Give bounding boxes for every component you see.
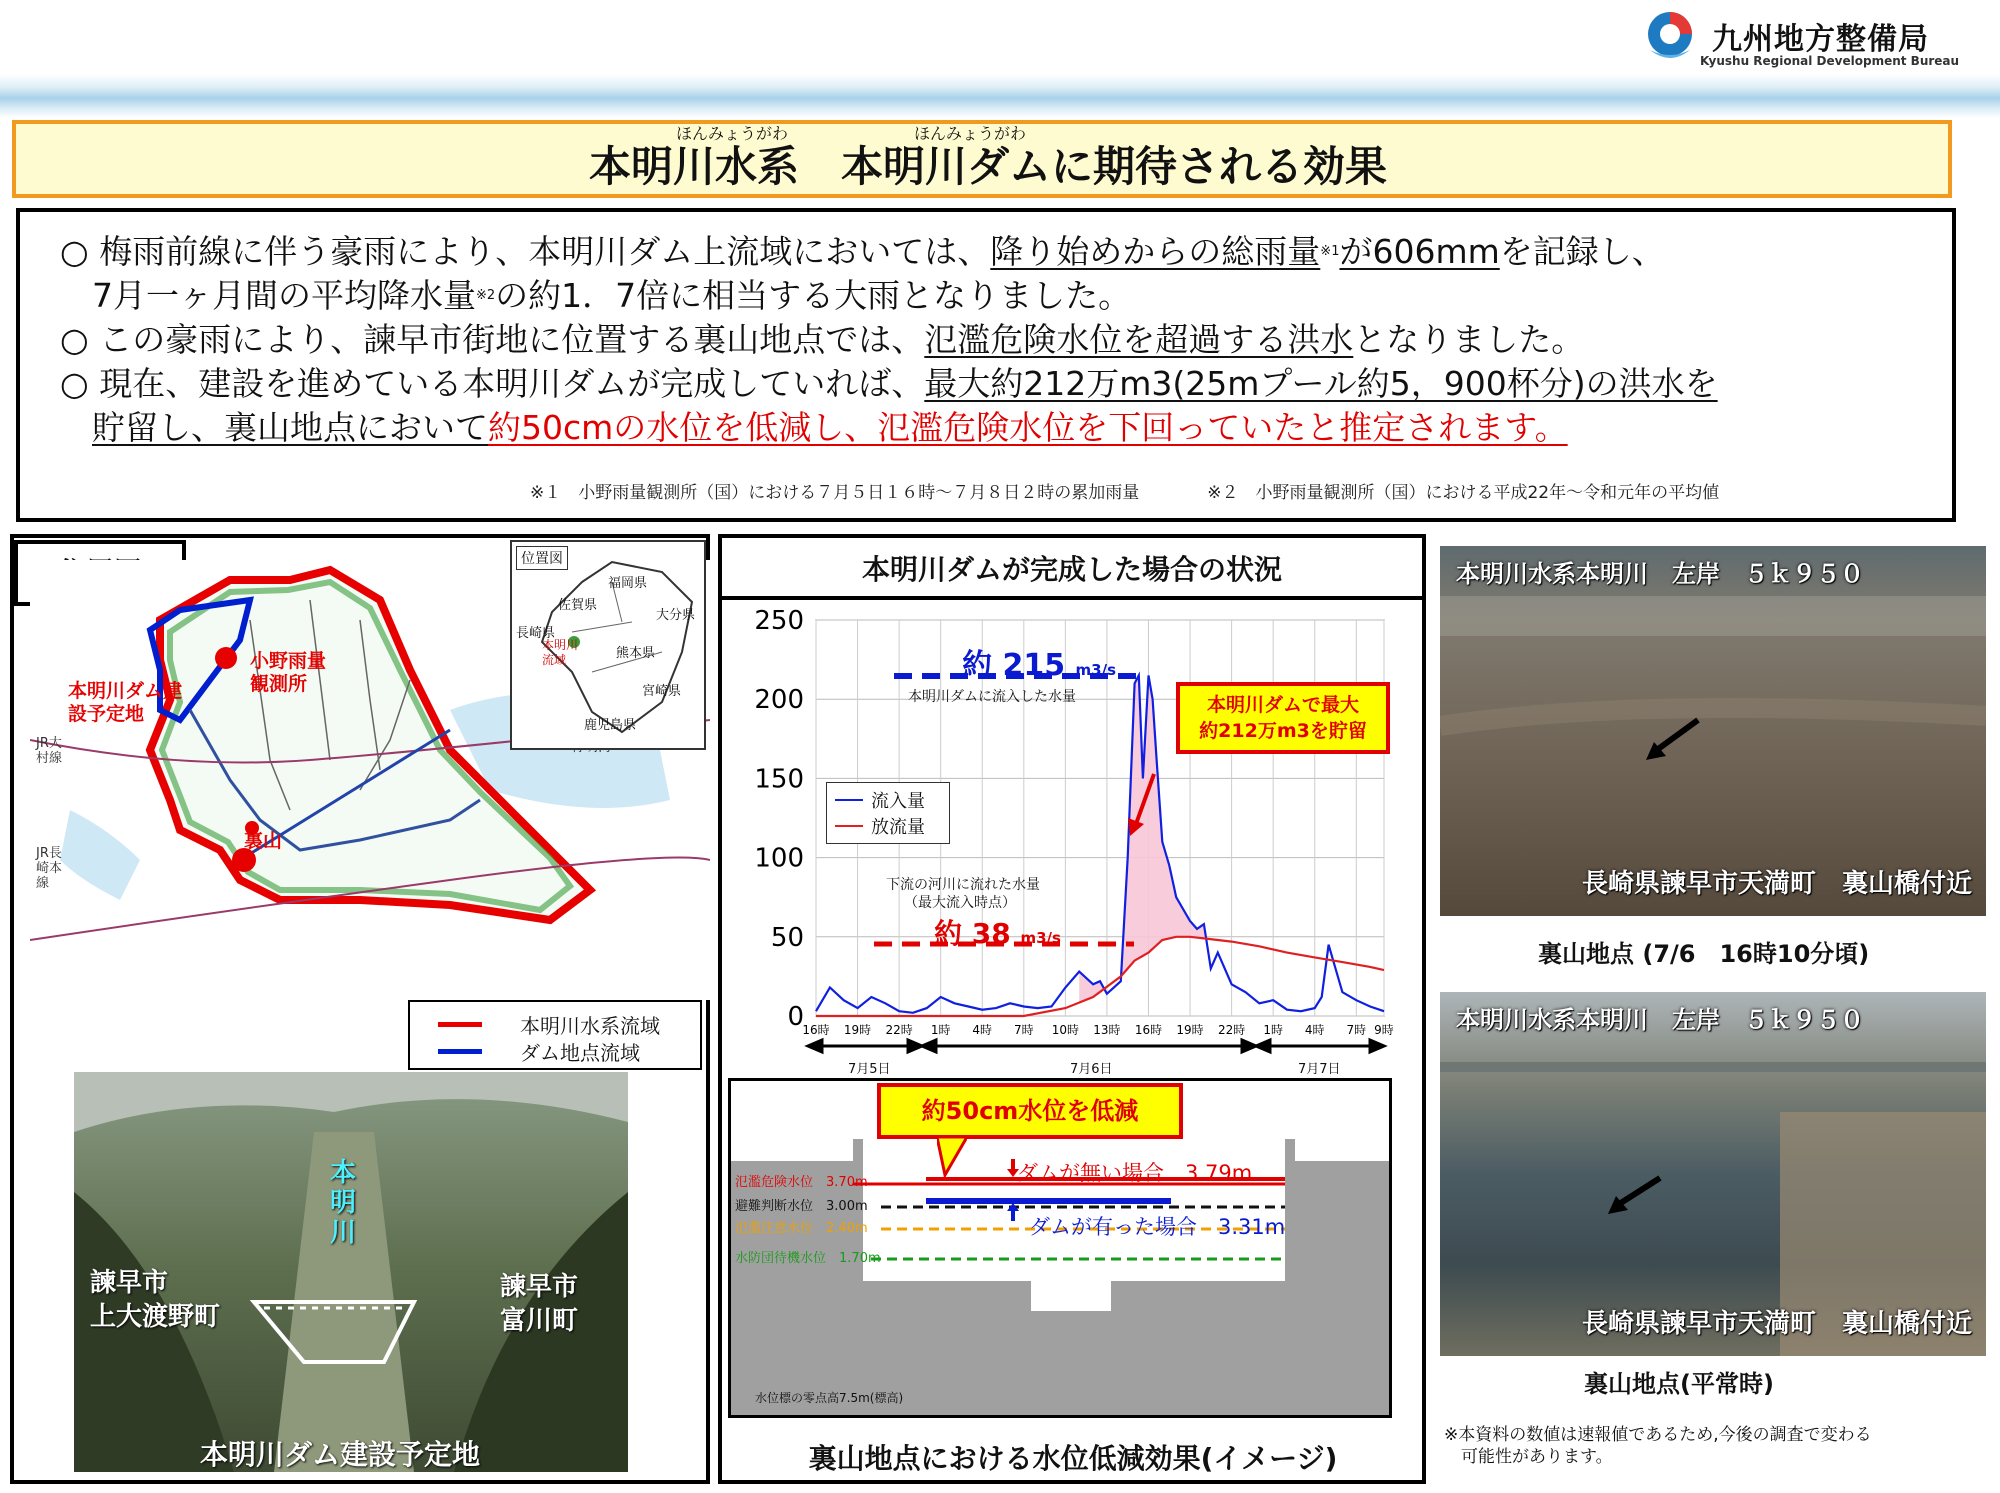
rain-station-map-label: 小野雨量観測所 — [250, 650, 327, 695]
left-town-label: 諫早市 上大渡野町 — [90, 1268, 221, 1332]
peak-outflow-desc: （最大流入時点） — [904, 895, 1016, 911]
legend-inflow: 流入量 — [871, 791, 925, 812]
camera-photo-flood — [1440, 546, 1986, 916]
summary-bullet-3-cont: 貯留し、裏山地点において約50cmの水位を低減し、氾濫危険水位を下回っていたと推定されます。 — [92, 408, 1568, 447]
inset-pref: 熊本県 — [616, 646, 656, 661]
peak-outflow-desc: 下流の河川に流れた水量 — [886, 877, 1040, 893]
inset-map — [510, 540, 706, 750]
camera-caption-flood: 裏山地点 (7/6 16時10分頃) — [1538, 940, 1870, 968]
camera-caption-normal: 裏山地点(平常時) — [1584, 1370, 1774, 1398]
date-arrows — [808, 1040, 1384, 1052]
camera-bottom-overlay: 長崎県諫早市天満町 裏山橋付近 — [1581, 869, 1972, 899]
level-label: 水防団待機水位 1.70m — [735, 1251, 881, 1266]
urayama-map-label: 裏山 — [244, 830, 283, 852]
summary-bullet-2: ○ この豪雨により、諫早市街地に位置する裏山地点では、氾濫危険水位を超過する洪水となりました。 — [60, 320, 1585, 359]
summary-bullet-1: ○ 梅雨前線に伴う豪雨により、本明川ダム上流域においては、降り始めからの総雨量$^{※1}$が606mmを記録し、 — [60, 232, 1665, 271]
x-tick-label: 1時 — [1263, 1023, 1283, 1037]
x-tick-label: 4時 — [1304, 1023, 1325, 1037]
kyushu-bureau-logo-icon — [1640, 10, 1700, 66]
river-label: 本明川 — [330, 1158, 357, 1248]
legend-line-outflow — [835, 825, 863, 827]
header-band — [0, 74, 2000, 118]
provisional-note: ※本資料の数値は速報値であるため,今後の調査で変わる 可能性があります。 — [1444, 1425, 1872, 1467]
inset-map-label: 位置図 — [516, 546, 568, 570]
dam-site-caption: 本明川ダム建設予定地 — [200, 1438, 481, 1471]
y-tick-label: 0 — [787, 1002, 804, 1032]
rail-label: JR長崎本線 — [36, 846, 63, 891]
inset-pref: 大分県 — [656, 608, 696, 623]
level-label: 氾濫危険水位 3.70m — [735, 1175, 868, 1190]
peak-inflow-desc: 本明川ダムに流入した水量 — [908, 689, 1076, 705]
inset-pref: 鹿児島県 — [584, 718, 637, 733]
chart-legend — [826, 782, 950, 844]
map-legend — [408, 1000, 702, 1070]
x-tick-label: 7時 — [1346, 1023, 1367, 1037]
inset-pref: 福岡県 — [608, 576, 648, 591]
footnotes: ※１ 小野雨量観測所（国）における７月５日１６時～７月８日２時の累加雨量 ※２ 小野雨量観測所（国）における平成22年～令和元年の平均値 — [530, 483, 1720, 503]
camera-top-overlay: 本明川水系本明川 左岸 ５ｋ９５０ — [1456, 560, 1864, 588]
datum-note: 水位標の零点高7.5m(標高) — [755, 1391, 904, 1405]
diagram-caption: 裏山地点における水位低減効果(イメージ) — [808, 1442, 1338, 1475]
legend-outflow: 放流量 — [871, 817, 925, 838]
date-label: 7月6日 — [1070, 1062, 1113, 1077]
x-tick-label: 22時 — [885, 1023, 913, 1037]
title-ruby: ほんみょうがわ — [676, 124, 789, 143]
storage-callout: 本明川ダムで最大 約212万m3を貯留 — [1176, 682, 1390, 754]
right-town-label: 諫早市 富川町 — [500, 1272, 579, 1336]
inset-pref: 宮崎県 — [642, 684, 682, 699]
level-label: 氾濫注意水位 2.40m — [735, 1221, 868, 1236]
x-tick-label: 22時 — [1217, 1023, 1246, 1037]
x-tick-label: 16時 — [1134, 1023, 1163, 1037]
date-label: 7月7日 — [1298, 1062, 1341, 1077]
x-tick-label: 16時 — [802, 1023, 830, 1037]
y-tick-label: 50 — [770, 922, 804, 953]
summary-box — [16, 208, 1956, 522]
dam-site-map-label: 本明川ダム建設予定地 — [68, 680, 183, 725]
camera-photo-normal — [1440, 992, 1986, 1356]
x-tick-label: 1時 — [930, 1023, 951, 1037]
reduction-callout: 約50cm水位を低減 — [877, 1083, 1183, 1139]
legend-line-inflow — [835, 799, 863, 801]
x-tick-label: 19時 — [1176, 1023, 1204, 1037]
inset-pref: 長崎県 — [516, 626, 556, 641]
inset-basin-label: 本明川流域 — [542, 638, 579, 667]
x-tick-label: 9時 — [1374, 1023, 1394, 1037]
y-tick-label: 150 — [754, 764, 804, 795]
water-level-diagram — [728, 1078, 1392, 1418]
rail-label: JR大村線 — [36, 736, 63, 766]
level-label: 避難判断水位 3.00m — [735, 1199, 868, 1214]
org-name-en: Kyushu Regional Development Bureau — [1700, 54, 1960, 68]
date-label: 7月5日 — [848, 1062, 891, 1077]
camera-top-overlay: 本明川水系本明川 左岸 ５ｋ９５０ — [1456, 1006, 1864, 1034]
chart-title: 本明川ダムが完成した場合の状況 — [722, 540, 1422, 600]
y-tick-label: 100 — [754, 843, 804, 874]
x-tick-label: 4時 — [972, 1023, 993, 1037]
y-tick-label: 200 — [754, 685, 804, 716]
no-dam-label: ダムが無い場合 3.79m — [1017, 1161, 1253, 1185]
x-tick-label: 13時 — [1093, 1023, 1121, 1037]
x-tick-label: 10時 — [1051, 1023, 1080, 1037]
page-title: 本明川水系 本明川ダムに期待される効果 — [588, 142, 1387, 191]
peak-inflow-label: 約 215 m3/s — [962, 648, 1117, 683]
legend-line — [438, 1049, 482, 1054]
org-name: 九州地方整備局 — [1712, 22, 1929, 57]
x-tick-label: 7時 — [1013, 1023, 1034, 1037]
x-tick-label: 19時 — [843, 1023, 872, 1037]
with-dam-label: ダムが有った場合 3.31m — [1029, 1215, 1286, 1239]
camera-bottom-overlay: 長崎県諫早市天満町 裏山橋付近 — [1581, 1309, 1972, 1339]
legend-line — [438, 1022, 482, 1027]
peak-outflow-label: 約 38 m3/s — [934, 917, 1061, 950]
legend-label: 本明川水系流域 — [520, 1014, 660, 1038]
summary-bullet-1-cont: 7月一ヶ月間の平均降水量$^{※2}$の約1．7倍に相当する大雨となりました。 — [92, 276, 1132, 315]
summary-bullet-3: ○ 現在、建設を進めている本明川ダムが完成していれば、最大約212万m3(25mプール約5，900杯分)の洪水を — [60, 364, 1718, 403]
y-tick-label: 250 — [754, 606, 804, 636]
title-ruby: ほんみょうがわ — [914, 124, 1027, 143]
inset-pref: 佐賀県 — [558, 598, 598, 613]
legend-label: ダム地点流域 — [520, 1041, 640, 1065]
